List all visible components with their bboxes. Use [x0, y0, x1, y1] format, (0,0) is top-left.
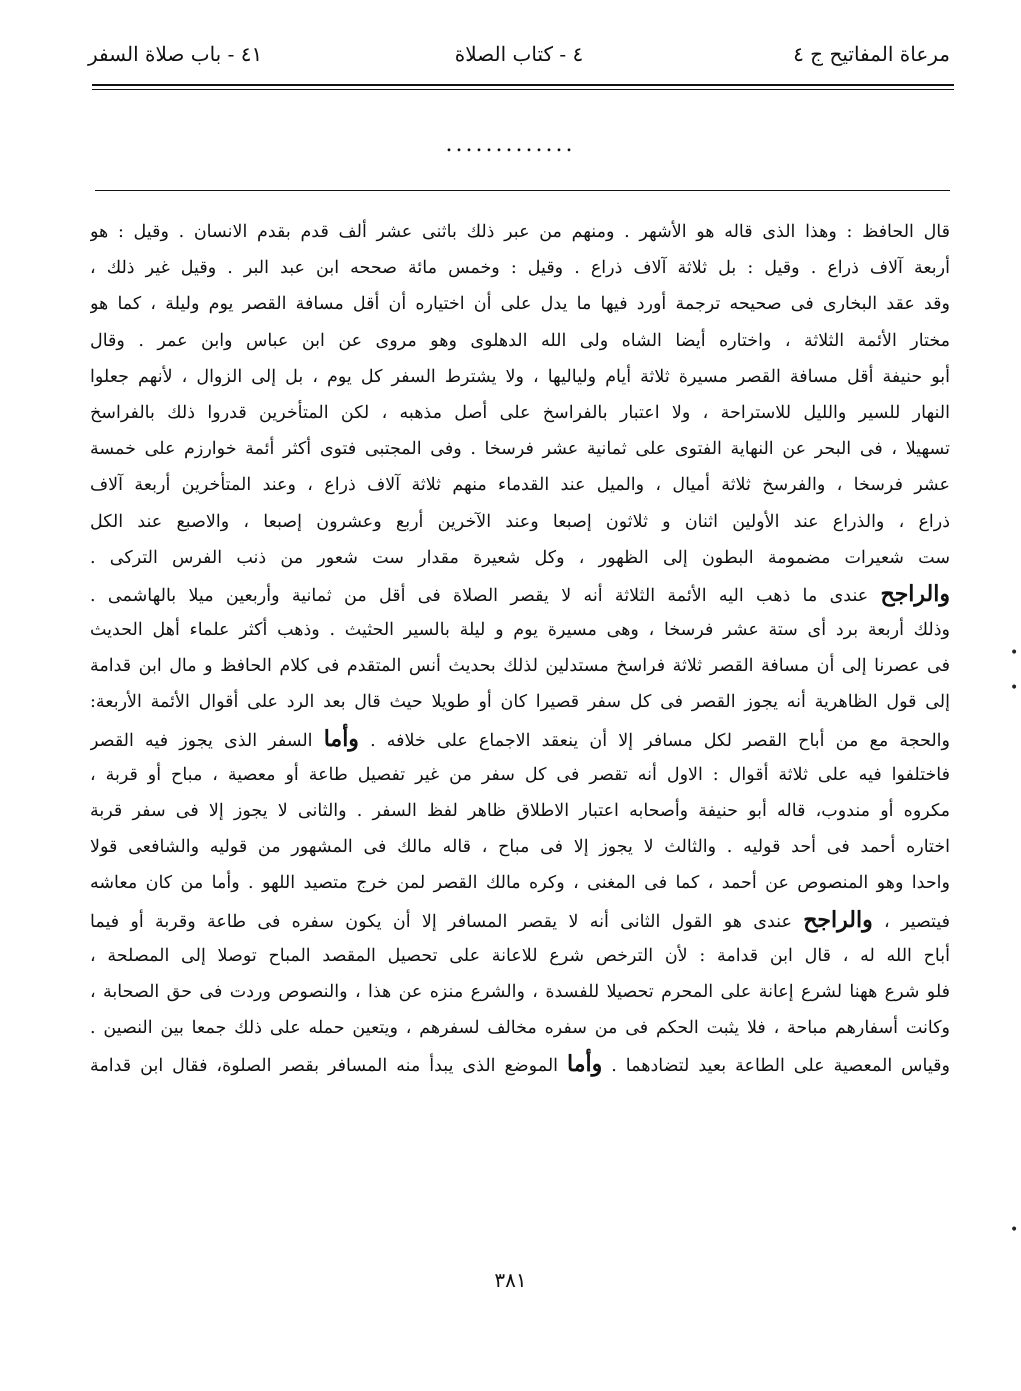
line-text: فى عصرنا إلى أن مسافة القصر ثلاثة فراسخ مستدلين لذلك بحديث أنس المتقدم فى كلام الحافظ و مال ابن قدامة [90, 656, 950, 677]
body-text [90, 214, 950, 1083]
text-line [90, 721, 950, 757]
page-number: ٣٨١ [494, 1268, 527, 1292]
line-text: مختار الأئمة الثلاثة ، واختاره أيضا الشاه ولى الله الدهلوى وهو مروى عن ابن عباس وابن عمر . وقال [90, 330, 950, 351]
emphasis-word: والراجح [880, 580, 950, 607]
line-text: عندى ما ذهب اليه الأئمة الثلاثة أنه لا يقصر الصلاة فى أقل من ثمانية وأربعين ميلا بالهاشمى . [90, 585, 869, 606]
text-line [90, 576, 950, 612]
line-text: وذلك أربعة برد أى ستة عشر فرسخا ، وهى مسيرة يوم و ليلة بالسير الحثيث . وذهب أكثر علماء أهل الحديث [90, 620, 950, 641]
line-text: الموضع الذى يبدأ منه المسافر بقصر الصلوة، فقال ابن قدامة [90, 1056, 559, 1077]
line-text: والحجة مع من أباح القصر لكل مسافر إلا أن ينعقد الاجماع على خلافه . [370, 730, 950, 751]
line-text: مكروه أو مندوب، قاله أبو حنيفة وأصحابه اعتبار الاطلاق ظاهر لفظ السفر . والثانى لا يجوز إلا فى سفر قربة [90, 801, 950, 821]
text-line [90, 829, 950, 865]
text-line [90, 286, 950, 322]
line-text: عشر فرسخا ، والفرسخ ثلاثة أميال ، والميل عند القدماء منهم ثلاثة آلاف ذراع ، وعند المتأخرين أربعة آلاف [90, 475, 950, 496]
text-line [90, 359, 950, 395]
line-text: السفر الذى يجوز فيه القصر [90, 730, 313, 751]
section-separator: ............. [445, 132, 576, 157]
header-bab: ٤١ - باب صلاة السفر [88, 42, 263, 66]
running-header [88, 38, 950, 78]
line-text: أبو حنيفة أقل مسافة القصر مسيرة ثلاثة أيام ولياليها ، ولا يشترط السفر كل يوم ، بل إلى الزوال ، لأنهم جعلوا [90, 366, 950, 387]
line-text: عندى هو القول الثانى أنه لا يقصر المسافر إلا أن يكون سفره فى طاعة وقربة أو فيما [90, 911, 792, 932]
text-line [90, 540, 950, 576]
text-line [90, 250, 950, 286]
emphasis-word: وأما [323, 725, 359, 752]
line-text: وقد عقد البخارى فى صحيحه ترجمة أورد فيها ما يدل على أن اختياره أن أقل مسافة القصر يوم وليلة ، كما هو [90, 294, 950, 315]
line-text: النهار للسير والليل للاستراحة ، ولا اعتبار بالفراسخ على أصل مذهبه ، لكن المتأخرين قدروا ذلك بالفراسخ [90, 402, 950, 423]
text-line [90, 684, 950, 720]
text-line [90, 793, 950, 829]
line-text: واحدا وهو المنصوص عن أحمد ، كما فى المغنى ، وكره مالك القصر لمن خرج متصيد اللهو . وأما من كان معاشه [90, 873, 950, 894]
line-text: فلو شرع ههنا لشرع إعانة على المحرم تحصيلا للفسدة ، والشرع منزه عن هذا ، والنصوص وردت فى حق الصحابة ، [90, 981, 950, 1002]
text-line [90, 865, 950, 901]
line-text: أربعة آلاف ذراع . وقيل : بل ثلاثة آلاف ذراع . وقيل : وخمس مائة صححه ابن عبد البر . وقيل غير ذلك ، [90, 258, 950, 279]
text-line [90, 648, 950, 684]
line-text: تسهيلا ، فى البحر عن النهاية الفتوى على ثمانية عشر فرسخا . وفى المجتبى فتوى أكثر أئمة خوارزم على خمسة [90, 439, 950, 460]
text-line [90, 612, 950, 648]
margin-mark: • [1010, 680, 1019, 696]
text-line [90, 504, 950, 540]
line-text: قال الحافظ : وهذا الذى قاله هو الأشهر . ومنهم من عبر ذلك باثنى عشر ألف قدم بقدم الانسان . وقيل : هو [90, 222, 950, 242]
emphasis-word: والراجح [803, 906, 873, 933]
line-text: اختاره أحمد فى أحد قوليه . والثالث لا يجوز إلا فى مباح ، قاله مالك فى المشهور من قوليه والشافعى قولا [90, 837, 950, 858]
line-text: وكانت أسفارهم مباحة ، فلا يثبت الحكم فى من سفره مخالف لسفرهم ، ويتعين حمله على ذلك جمعا بين النصين . [90, 1018, 950, 1039]
text-rule [95, 190, 950, 191]
text-line [90, 1010, 950, 1046]
text-line [90, 395, 950, 431]
header-rule-thin [92, 89, 954, 90]
line-text: وقياس المعصية على الطاعة بعيد لتضادهما . [611, 1056, 950, 1077]
text-line [90, 214, 950, 250]
margin-mark: • [1010, 645, 1019, 661]
line-text: أباح الله له ، قال ابن قدامة : لأن الترخص شرع للاعانة على تحصيل المقصد المباح توصلا إلى المصلحة ، [90, 945, 950, 966]
text-line [90, 323, 950, 359]
line-text: فيتصير ، [884, 911, 950, 932]
text-line [90, 467, 950, 503]
header-book-title: مرعاة المفاتيح ج ٤ [793, 42, 950, 66]
line-text: ست شعيرات مضمومة البطون إلى الظهور ، وكل شعيرة مقدار ست شعور من ذنب الفرس التركى . [90, 547, 950, 568]
text-line [90, 974, 950, 1010]
text-line [90, 1046, 950, 1082]
text-line [90, 938, 950, 974]
line-text: ذراع ، والذراع عند الأولين اثنان و ثلاثون إصبعا وعند الآخرين أربع وعشرون إصبعا ، والاصبع عند الكل [90, 511, 950, 532]
text-line [90, 431, 950, 467]
margin-mark: • [1010, 1222, 1019, 1238]
text-line [90, 902, 950, 938]
line-text: فاختلفوا فيه على ثلاثة أقوال : الاول أنه تقصر فى كل سفر من غير تفصيل طاعة أو معصية ، مباح أو قربة ، [90, 764, 950, 785]
text-line [90, 757, 950, 793]
header-rule [92, 84, 954, 86]
line-text: إلى قول الظاهرية أنه يجوز القصر فى كل سفر قصيرا كان أو طويلا حيث قال بعد الرد على أقوال الأئمة الأربعة: [90, 692, 950, 713]
header-kitab: ٤ - كتاب الصلاة [454, 42, 584, 66]
emphasis-word: وأما [567, 1051, 603, 1078]
